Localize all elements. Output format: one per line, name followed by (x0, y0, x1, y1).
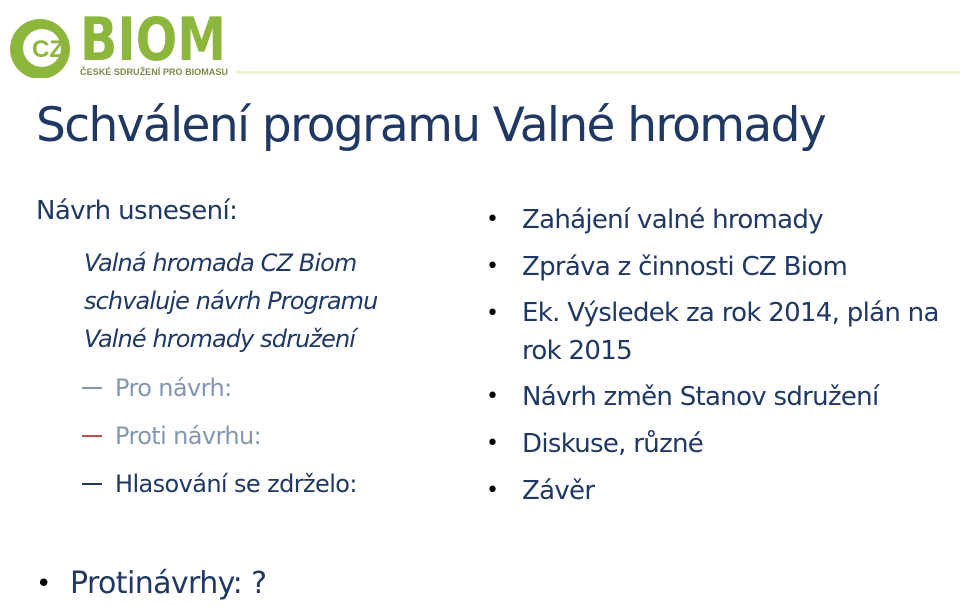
agenda-item (486, 424, 956, 464)
resolution-column (36, 196, 466, 508)
vote-item-against (82, 412, 466, 460)
bullet-icon: • (486, 478, 499, 503)
agenda-item (486, 377, 956, 417)
vote-label: Hlasování se zdrželo: (115, 470, 357, 498)
agenda-item (486, 200, 956, 240)
agenda-item-label: Závěr (522, 476, 595, 506)
counter-proposals-label: Protinávrhy: ? (70, 566, 267, 601)
bullet-icon: • (486, 207, 499, 232)
vote-label: Proti návrhu: (115, 422, 262, 450)
logo-wordmark: BIOM (80, 5, 226, 75)
bullet-icon: • (486, 254, 499, 279)
bullet-icon: • (486, 431, 499, 456)
resolution-line: Valná hromada CZ Biom (84, 249, 357, 277)
agenda-item-label: Zpráva z činnosti CZ Biom (522, 252, 848, 282)
agenda-column (486, 200, 956, 518)
agenda-item (486, 471, 956, 511)
bullet-icon: • (36, 568, 51, 599)
vote-list (82, 364, 466, 508)
agenda-item-label: Zahájení valné hromady (522, 205, 823, 235)
vote-item-for (82, 364, 466, 412)
cz-biom-logo (6, 4, 230, 78)
counter-proposals (36, 566, 266, 601)
resolution-text (84, 244, 466, 358)
agenda-item-label: Návrh změn Stanov sdružení (522, 382, 879, 412)
bullet-icon: • (486, 384, 499, 409)
agenda-item-label: Diskuse, různé (522, 429, 704, 459)
agenda-item-label: Ek. Výsledek za rok 2014, plán na rok 2015 (522, 298, 939, 366)
vote-label: Pro návrh: (115, 374, 232, 402)
resolution-line: Valné hromady sdružení (84, 325, 356, 353)
resolution-lead: Návrh usnesení: (36, 196, 238, 226)
dash-bullet (82, 435, 102, 437)
agenda-list (486, 200, 956, 511)
dash-bullet (82, 387, 102, 389)
agenda-item (486, 247, 956, 287)
bullet-icon: • (486, 301, 499, 326)
logo-badge-text: CZ (32, 36, 64, 63)
header-rule (236, 71, 960, 74)
vote-item-abstain (82, 460, 466, 508)
slide-title: Schválení programu Valné hromady (36, 98, 826, 153)
logo-tagline: ČESKÉ SDRUŽENÍ PRO BIOMASU (80, 67, 227, 77)
resolution-line: schvaluje návrh Programu (84, 287, 378, 315)
dash-bullet (82, 483, 102, 485)
agenda-item (486, 294, 956, 370)
